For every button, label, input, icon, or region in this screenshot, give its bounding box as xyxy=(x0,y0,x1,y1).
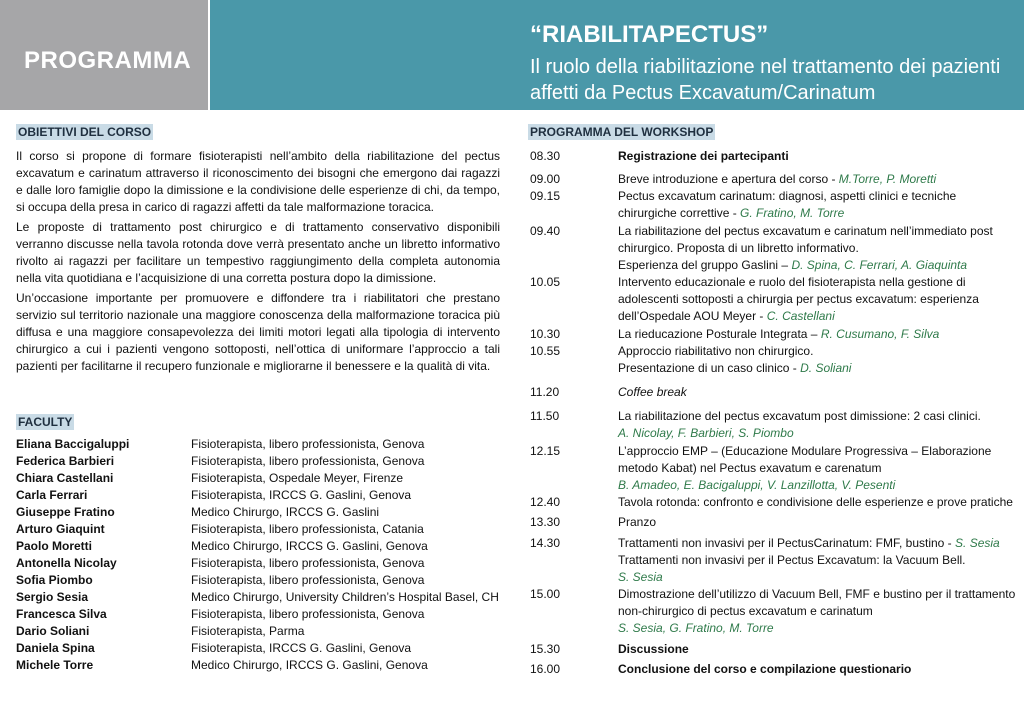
schedule-time: 09.40 xyxy=(530,224,561,238)
schedule-desc xyxy=(618,188,1016,222)
faculty-name: Sofia Piombo xyxy=(16,573,93,587)
schedule-text: Intervento educazionale e ruolo del fisioterapista nella gestione di adolescenti sottoposti a chirurgia per pectus excavatum: esperienza dell’Ospedale AOU Meyer - xyxy=(618,275,979,323)
workshop-heading: PROGRAMMA DEL WORKSHOP xyxy=(530,125,714,139)
objectives-paragraph: Un’occasione importante per promuovere e diffondere tra i riabilitatori che prestano servizio sul territorio nazionale una maggiore conoscenza della malformazione toracica più diffusa e una maggiore consapevolezza dei limiti motori legati alla tipologia di intervento chirurgico a cui i pazienti vengono sottoposti, nell’ottica di uniformare l’approccio a tali pazienti per facilitarne il recupero funzionale e migliorarne il benessere e la qualità di vita. xyxy=(16,291,500,373)
schedule-desc xyxy=(618,408,1016,442)
faculty-name: Giuseppe Fratino xyxy=(16,505,115,519)
faculty-row xyxy=(16,572,506,589)
faculty-role: Fisioterapista, libero professionista, Catania xyxy=(191,522,424,536)
schedule-time: 10.05 xyxy=(530,275,561,289)
schedule-time: 09.15 xyxy=(530,189,561,203)
faculty-name: Daniela Spina xyxy=(16,641,95,655)
schedule-row xyxy=(530,326,1016,343)
schedule-speakers: A. Nicolay, F. Barbieri, S. Piombo xyxy=(618,426,794,440)
schedule-text: Coffee break xyxy=(618,385,687,399)
schedule-desc xyxy=(618,586,1016,637)
schedule-text: Pranzo xyxy=(618,515,657,529)
faculty-role: Medico Chirurgo, IRCCS G. Gaslini xyxy=(191,505,380,519)
schedule-row xyxy=(530,274,1016,325)
faculty-row xyxy=(16,453,506,470)
schedule-text: Pectus excavatum carinatum: diagnosi, aspetti clinici e tecniche chirurgiche correttive - xyxy=(618,189,957,220)
schedule-time: 15.30 xyxy=(530,642,561,656)
schedule-speakers: B. Amadeo, E. Bacigaluppi, V. Lanzillotta, V. Pesenti xyxy=(618,478,896,492)
faculty-role: Medico Chirurgo, IRCCS G. Gaslini, Genova xyxy=(191,539,428,553)
faculty-role: Fisioterapista, libero professionista, Genova xyxy=(191,573,425,587)
faculty-list xyxy=(16,436,506,674)
schedule-time: 12.15 xyxy=(530,444,561,458)
faculty-name: Francesca Silva xyxy=(16,607,107,621)
schedule-desc xyxy=(618,343,1016,377)
schedule-time: 15.00 xyxy=(530,587,561,601)
schedule-row xyxy=(530,384,1016,401)
schedule-time: 13.30 xyxy=(530,515,561,529)
schedule-text: La rieducazione Posturale Integrata – xyxy=(618,327,821,341)
faculty-role: Fisioterapista, Parma xyxy=(191,624,305,638)
faculty-role: Fisioterapista, IRCCS G. Gaslini, Genova xyxy=(191,488,412,502)
faculty-row xyxy=(16,606,506,623)
schedule-speakers: D. Soliani xyxy=(800,361,852,375)
faculty-role: Medico Chirurgo, University Children’s Hospital Basel, CH xyxy=(191,590,499,604)
schedule-text: L’approccio EMP – (Educazione Modulare Progressiva – Elaborazione metodo Kabat) nel Pectus exavatum e carenatum xyxy=(618,444,992,475)
faculty-row xyxy=(16,436,506,453)
faculty-name: Chiara Castellani xyxy=(16,471,114,485)
schedule-desc xyxy=(618,223,1016,274)
faculty-name: Paolo Moretti xyxy=(16,539,93,553)
objectives-paragraph: Le proposte di trattamento post chirurgico e di trattamento conservativo disponibili verranno discusse nella tavola rotonda dove verrà presentato anche un libretto informativo rivolto ai ragazzi per facilitare un tempestivo raggiungimento della completa autonomia nella vita quotidiana e l’acquisizione di una corretta postura dopo la dimissione. xyxy=(16,220,500,285)
faculty-name: Antonella Nicolay xyxy=(16,556,117,570)
faculty-row xyxy=(16,538,506,555)
faculty-name: Arturo Giaquint xyxy=(16,522,105,536)
schedule-row xyxy=(530,223,1016,274)
faculty-role: Fisioterapista, libero professionista, Genova xyxy=(191,556,425,570)
page-title-programma: PROGRAMMA xyxy=(24,47,192,74)
schedule-time: 11.20 xyxy=(530,385,560,399)
faculty-row xyxy=(16,657,506,674)
schedule-row xyxy=(530,586,1016,637)
faculty-row xyxy=(16,555,506,572)
schedule-row xyxy=(530,188,1016,222)
faculty-row xyxy=(16,470,506,487)
faculty-role: Fisioterapista, libero professionista, Genova xyxy=(191,454,425,468)
course-subtitle: Il ruolo della riabilitazione nel trattamento dei pazienti affetti da Pectus Excavatum/Carinatum xyxy=(530,56,1001,104)
objectives-heading: OBIETTIVI DEL CORSO xyxy=(18,125,152,139)
faculty-heading: FACULTY xyxy=(18,415,73,429)
schedule-desc xyxy=(618,326,1016,343)
faculty-role: Fisioterapista, IRCCS G. Gaslini, Genova xyxy=(191,641,412,655)
schedule-text: Breve introduzione e apertura del corso - xyxy=(618,172,839,186)
schedule-text: Trattamenti non invasivi per il PectusCarinatum: FMF, bustino - xyxy=(618,536,956,550)
faculty-role: Medico Chirurgo, IRCCS G. Gaslini, Genova xyxy=(191,658,428,672)
schedule-row xyxy=(530,641,1016,658)
schedule-time: 11.50 xyxy=(530,409,560,423)
schedule-text: Dimostrazione dell’utilizzo di Vacuum Bell, FMF e bustino per il trattamento non-chirurgico di pectus excavatum e carinatum xyxy=(618,587,1016,618)
schedule-speakers: C. Castellani xyxy=(766,309,835,323)
faculty-name: Dario Soliani xyxy=(16,624,90,638)
schedule-speakers: G. Fratino, M. Torre xyxy=(740,206,845,220)
faculty-row xyxy=(16,623,506,640)
schedule-text: La riabilitazione del pectus excavatum e carinatum nell’immediato post chirurgico. Proposta di un libretto informativo. xyxy=(618,224,993,255)
faculty-role: Fisioterapista, libero professionista, Genova xyxy=(191,437,425,451)
header-left-panel xyxy=(0,0,208,110)
faculty-row xyxy=(16,589,506,606)
schedule-text: Tavola rotonda: confronto e condivisione delle esperienze e prove pratiche xyxy=(618,495,1013,509)
header-right-panel xyxy=(210,0,1024,110)
schedule-time: 09.00 xyxy=(530,172,561,186)
schedule-text: Conclusione del corso e compilazione questionario xyxy=(618,662,912,676)
schedule-speakers: S. Sesia xyxy=(955,536,1000,550)
faculty-name: Sergio Sesia xyxy=(16,590,89,604)
schedule-desc xyxy=(618,274,1016,325)
course-title: “RIABILITAPECTUS” xyxy=(530,21,769,48)
schedule-row xyxy=(530,661,1016,678)
schedule-desc xyxy=(618,443,1016,494)
schedule-time: 16.00 xyxy=(530,662,561,676)
schedule-speakers: M.Torre, P. Moretti xyxy=(838,172,937,186)
schedule-row xyxy=(530,171,1016,188)
schedule-speakers-2: S. Sesia xyxy=(618,570,663,584)
schedule-desc xyxy=(618,535,1016,586)
schedule-row xyxy=(530,514,1016,531)
schedule-text: La riabilitazione del pectus excavatum post dimissione: 2 casi clinici. xyxy=(618,409,981,423)
schedule-speakers: D. Spina, C. Ferrari, A. Giaquinta xyxy=(791,258,968,272)
schedule-time: 12.40 xyxy=(530,495,561,509)
schedule-row xyxy=(530,494,1016,511)
schedule-text: Registrazione dei partecipanti xyxy=(618,149,789,163)
faculty-name: Michele Torre xyxy=(16,658,94,672)
faculty-row xyxy=(16,504,506,521)
schedule-text-2: Trattamenti non invasivi per il Pectus Excavatum: la Vacuum Bell. xyxy=(618,553,966,567)
objectives-text xyxy=(16,148,500,378)
schedule-text-2: Esperienza del gruppo Gaslini – xyxy=(618,258,792,272)
schedule-row xyxy=(530,535,1016,586)
schedule-desc xyxy=(618,171,1016,188)
faculty-name: Carla Ferrari xyxy=(16,488,88,502)
schedule-time: 10.30 xyxy=(530,327,561,341)
schedule-time: 08.30 xyxy=(530,149,561,163)
faculty-role: Fisioterapista, libero professionista, Genova xyxy=(191,607,425,621)
faculty-role: Fisioterapista, Ospedale Meyer, Firenze xyxy=(191,471,404,485)
schedule-text: Approccio riabilitativo non chirurgico. xyxy=(618,344,814,358)
faculty-name: Eliana Baccigaluppi xyxy=(16,437,130,451)
schedule-speakers: S. Sesia, G. Fratino, M. Torre xyxy=(618,621,774,635)
faculty-row xyxy=(16,487,506,504)
faculty-row xyxy=(16,521,506,538)
schedule-text: Discussione xyxy=(618,642,689,656)
faculty-name: Federica Barbieri xyxy=(16,454,115,468)
schedule-speakers: R. Cusumano, F. Silva xyxy=(820,327,940,341)
schedule-time: 10.55 xyxy=(530,344,561,358)
schedule-time: 14.30 xyxy=(530,536,561,550)
schedule-text-2: Presentazione di un caso clinico - xyxy=(618,361,801,375)
schedule-row xyxy=(530,343,1016,377)
schedule-row xyxy=(530,148,1016,165)
schedule-row xyxy=(530,443,1016,494)
objectives-paragraph: Il corso si propone di formare fisioterapisti nell’ambito della riabilitazione del pectus excavatum e carinatum attraverso il riconoscimento dei bisogni che emergono dai ragazzi e dalle loro famiglie dopo la dimissione e la condivisione delle esperienze di chi, da tempo, si occupa della presa in carico di ragazzi affetti da tale malformazione toracica. xyxy=(16,149,500,214)
faculty-row xyxy=(16,640,506,657)
schedule-row xyxy=(530,408,1016,442)
